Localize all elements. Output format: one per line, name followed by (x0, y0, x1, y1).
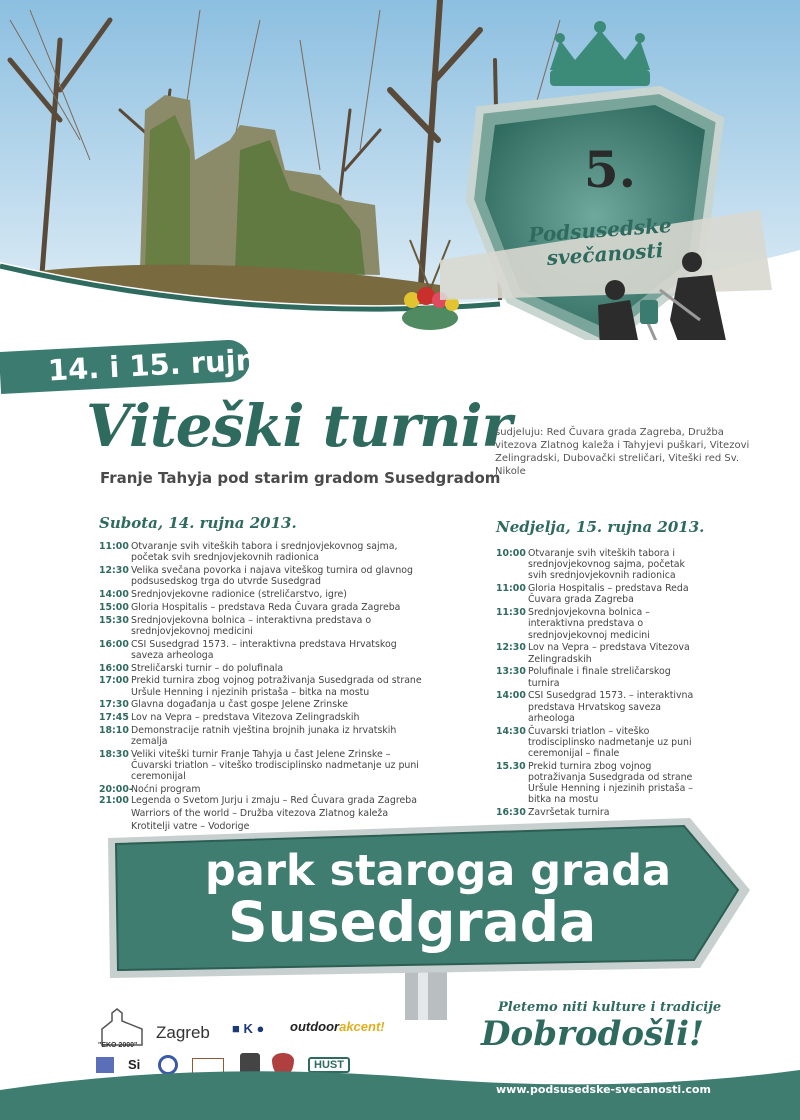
schedule-text: Otvaranje svih viteških tabora i srednjovjekovnog sajma, početak svih srednjovjekovnih radionica (528, 548, 685, 582)
logo-akcent-text: akcent! (339, 1019, 385, 1034)
schedule-text: Gloria Hospitalis – predstava Reda Čuvara grada Zagreba (131, 601, 401, 613)
logo-outdoor-text: outdoor (290, 1019, 340, 1034)
schedule-text: Lov na Vepra – predstava Vitezova Zelingradskih (528, 642, 690, 665)
logo-outdoor (290, 1019, 385, 1034)
page-subtitle: Franje Tahyja pod starim gradom Susedgradom (100, 469, 501, 487)
schedule-row (496, 607, 696, 641)
schedule-time: 14:30 (496, 725, 526, 737)
schedule-time: 15.30 (496, 760, 526, 772)
schedule-row (496, 548, 696, 582)
schedule-row (99, 795, 429, 806)
hero-illustration (0, 0, 800, 340)
schedule-text: Završetak turnira (528, 807, 610, 819)
logo-hust: HUST (308, 1057, 350, 1073)
schedule-text: Srednjovjekovne radionice (streličarstvo, igre) (131, 589, 347, 600)
schedule-text: CSI Susedgrad 1573. – interaktivna predstava Hrvatskog saveza arheologa (131, 638, 397, 661)
schedule-row (99, 712, 429, 723)
schedule-time: 11:30 (496, 607, 526, 619)
schedule-text: Veliki viteški turnir Franje Tahyja u čast Jelene Zrinske – Čuvarski triatlon – viteško trodisciplinsko nadmetanje uz puni ceremonijal (131, 748, 419, 783)
schedule-row (99, 602, 429, 613)
schedule-text: Velika svečana povorka i najava viteškog turnira od glavnog podsusedskog trga do utvrde Susedgrad (131, 565, 413, 588)
schedule-row (99, 565, 429, 587)
schedule-time: 18:30 (99, 748, 129, 760)
sunday-schedule (496, 548, 696, 820)
schedule-time: 11:00 (496, 583, 526, 595)
schedule-time: 18:10 (99, 724, 129, 736)
schedule-time: 10:00 (496, 548, 526, 559)
schedule-row (99, 784, 429, 795)
schedule-time: 12:30 (99, 565, 129, 576)
schedule-row (99, 615, 429, 637)
website-link[interactable]: www.podsusedske-svecanosti.com (496, 1083, 711, 1096)
schedule-time: 21:00 (99, 795, 129, 807)
schedule-text: Legenda o Svetom Jurju i zmaju – Red Čuvara grada Zagreba (131, 795, 417, 807)
schedule-text: Čuvarski triatlon – viteško trodisciplinsko nadmetanje uz puni ceremonijal – finale (528, 725, 692, 760)
slogan: Pletemo niti kulture i tradicije (498, 1000, 722, 1015)
date-banner: 14. i 15. rujna (0, 339, 251, 394)
saturday-schedule (99, 541, 429, 834)
schedule-time: 17:30 (99, 699, 129, 711)
church-logo (97, 1007, 147, 1047)
schedule-text: Noćni program (131, 784, 201, 796)
schedule-time: 15:00 (99, 601, 129, 613)
schedule-text: Prekid turnira zbog vojnog potraživanja Susedgrada od strane Uršule Henning i njezinih pristaša – bitka na mostu (528, 760, 693, 806)
schedule-text: Streličarski turnir – do polufinala (131, 662, 284, 674)
schedule-text: Srednjovjekovna bolnica – interaktivna predstava o srednjovjekovnoj medicini (528, 607, 650, 641)
schedule-text: Polufinale i finale streličarskog turnira (528, 666, 671, 689)
schedule-row (99, 699, 429, 710)
schedule-row (496, 761, 696, 806)
schedule-text: Gloria Hospitalis – predstava Reda Čuvara grada Zagreba (528, 583, 689, 606)
logo-eko: "EKO 2000" (98, 1042, 138, 1049)
schedule-time: 16:30 (496, 807, 526, 819)
schedule-row (99, 725, 429, 747)
schedule-time: 20:00- (99, 784, 133, 796)
schedule-time: 12:30 (496, 642, 526, 654)
schedule-text: Otvaranje svih viteških tabora i srednjovjekovnog sajma, početak svih srednjovjekovnih radionica (131, 541, 398, 564)
logo-zagreb: Zagreb (156, 1023, 210, 1042)
sign-line-2: Susedgrada (228, 890, 597, 954)
schedule-text: Krotitelji vatre – Vodorige (131, 820, 250, 832)
schedule-row (99, 639, 429, 661)
schedule-text: Prekid turnira zbog vojnog potraživanja Susedgrada od strane Uršule Henning i njezinih pristaša – bitka na mostu (131, 675, 422, 698)
sign-line-1: park staroga grada (205, 846, 672, 896)
logo-kb: ■ K ● (232, 1021, 265, 1036)
schedule-time: 16:00 (99, 638, 129, 650)
schedule-time: 14:00 (99, 589, 129, 600)
schedule-time: 14:00 (496, 690, 526, 702)
schedule-row (99, 541, 429, 563)
schedule-row (99, 749, 429, 783)
badge-line1: Podsusedske (527, 213, 673, 247)
schedule-time: 16:00 (99, 662, 129, 674)
schedule-text: Demonstracije ratnih vještina brojnih junaka iz hrvatskih zemalja (131, 724, 397, 748)
schedule-row (496, 642, 696, 664)
logo-small-2: Si (128, 1057, 141, 1072)
schedule-time: 11:00 (99, 541, 129, 552)
schedule-text: Lov na Vepra – predstava Vitezova Zelingradskih (131, 712, 360, 724)
schedule-row (99, 663, 429, 674)
schedule-row (496, 690, 696, 724)
page-title: Viteški turnir (86, 392, 512, 460)
welcome-text: Dobrodošli! (481, 1014, 704, 1054)
schedule-text: Srednjovjekovna bolnica – interaktivna predstava o srednjovjekovnoj medicini (131, 614, 372, 637)
schedule-time: 17:45 (99, 712, 129, 724)
schedule-row (496, 583, 696, 605)
saturday-heading: Subota, 14. rujna 2013. (99, 514, 297, 532)
schedule-time: 13:30 (496, 666, 526, 678)
schedule-text: Glavna događanja u čast gospe Jelene Zrinske (131, 699, 348, 711)
schedule-row (496, 726, 696, 760)
badge-line2: svečanosti (545, 237, 665, 271)
schedule-text: CSI Susedgrad 1573. – interaktivna predstava Hrvatskog saveza arheologa (528, 690, 694, 724)
participants-text: sudjeluju: Red Čuvara grada Zagreba, Družba vitezova Zlatnog kaleža i Tahyjevi puškari, Vitezovi Zelingradski, Dubovački streličari, Viteški red Sv. Nikole (495, 427, 750, 477)
schedule-row (99, 675, 429, 697)
schedule-time: 17:00 (99, 675, 129, 687)
badge-number: 5. (583, 140, 637, 199)
schedule-row (496, 666, 696, 688)
schedule-time: 15:30 (99, 614, 129, 626)
schedule-text: Warriors of the world – Družba vitezova Zlatnog kaleža (131, 808, 389, 820)
sunday-heading: Nedjelja, 15. rujna 2013. (496, 518, 705, 536)
schedule-row (99, 589, 429, 600)
